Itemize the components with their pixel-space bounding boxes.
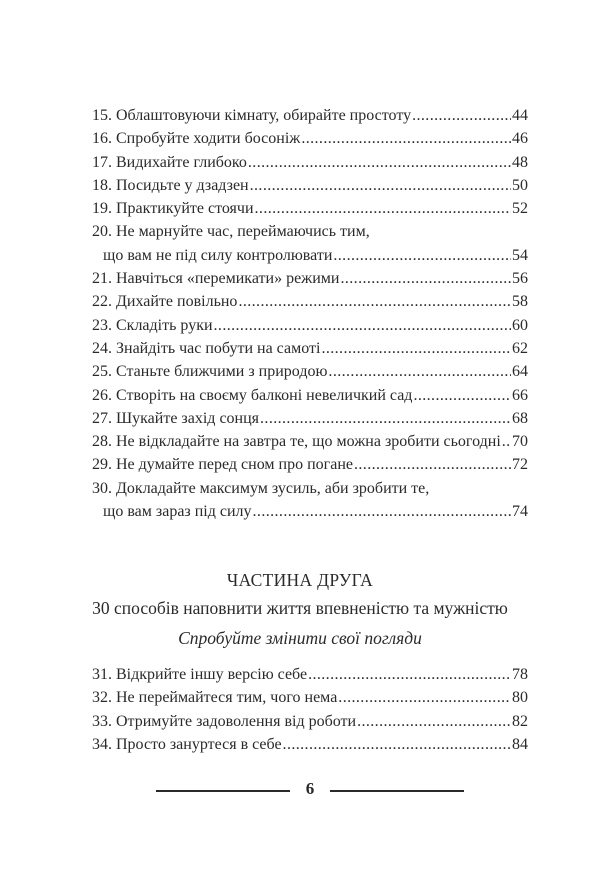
- toc-entry-title: 22. Дихайте повільно: [92, 293, 238, 311]
- toc-entry: [92, 197, 528, 220]
- toc-dot-leader: [412, 104, 511, 127]
- toc-entry-line: [92, 360, 528, 383]
- toc-entry-line: [92, 500, 528, 523]
- toc-entry-title: 16. Спробуйте ходити босоніж: [92, 130, 301, 148]
- toc-entry-line: [92, 733, 528, 756]
- toc-entry-page: 44: [512, 107, 528, 124]
- toc-dot-leader: [321, 337, 511, 360]
- toc-entry-title: 26. Створіть на своєму балконі невеличкий сад: [92, 386, 413, 404]
- toc-entry-page: 70: [512, 433, 528, 451]
- toc-entry-title: 21. Навчіться «перемикати» режими: [92, 270, 340, 288]
- toc-list-part-one: [92, 104, 528, 523]
- page-number: 6: [305, 779, 315, 798]
- toc-entry-title: 25. Станьте ближчими з природою: [92, 363, 328, 381]
- toc-dot-leader: [260, 407, 511, 430]
- toc-entry-title: 32. Не переймайтеся тим, чого нема: [92, 689, 338, 707]
- toc-entry-title: 34. Просто зануртеся в себе: [92, 735, 282, 753]
- toc-entry-page: 84: [512, 735, 528, 753]
- toc-list-part-two: [92, 663, 528, 756]
- toc-entry-title: 18. Посидьте у дзадзен: [92, 176, 249, 194]
- toc-entry-line: [92, 314, 528, 337]
- toc-entry-page: 66: [512, 386, 528, 404]
- toc-entry-title: 19. Практикуйте стоячи: [92, 200, 254, 218]
- toc-entry-title: 15. Облаштовуючи кімнату, обирайте простоту: [92, 107, 412, 124]
- toc-entry-title: 28. Не відкладайте на завтра те, що можна зробити сьогодні: [92, 433, 501, 451]
- toc-entry-title: 31. Відкрийте іншу версію себе: [92, 666, 308, 683]
- toc-entry: [92, 430, 528, 453]
- toc-entry: [92, 337, 528, 360]
- toc-entry-line: [92, 220, 528, 243]
- toc-entry-page: 56: [512, 270, 528, 288]
- toc-dot-leader: [328, 360, 511, 383]
- toc-entry-line: [92, 663, 528, 686]
- toc-entry-line: [92, 197, 528, 220]
- toc-entry-page: 74: [512, 503, 528, 521]
- toc-dot-leader: [354, 453, 511, 476]
- toc-entry: [92, 384, 528, 407]
- toc-entry: [92, 127, 528, 150]
- toc-entry-title: 17. Видихайте глибоко: [92, 153, 247, 171]
- toc-entry-title: 33. Отримуйте задоволення від роботи: [92, 712, 357, 730]
- toc-entry-line: [92, 174, 528, 197]
- toc-entry: [92, 360, 528, 383]
- toc-entry: [92, 733, 528, 756]
- toc-entry: [92, 663, 528, 686]
- toc-entry: [92, 104, 528, 127]
- toc-entry-line: [92, 477, 528, 500]
- toc-dot-leader: [301, 127, 511, 150]
- toc-entry-page: 68: [512, 409, 528, 427]
- toc-entry-line: [92, 267, 528, 290]
- toc-dot-leader: [308, 663, 511, 686]
- footer-rule-right: [330, 790, 464, 792]
- toc-entry: [92, 151, 528, 174]
- toc-entry-page: 48: [512, 153, 528, 171]
- part-subtitle: 30 способів наповнити життя впевненістю та мужністю: [92, 598, 508, 618]
- toc-dot-leader: [214, 314, 511, 337]
- toc-entry: [92, 407, 528, 430]
- toc-entry-page: 52: [512, 200, 528, 218]
- toc-entry-page: 62: [512, 339, 528, 357]
- toc-entry-page: 80: [512, 689, 528, 707]
- toc-entry: [92, 686, 528, 709]
- toc-dot-leader: [238, 290, 511, 313]
- toc-entry-line: [92, 407, 528, 430]
- toc-entry-title: 27. Шукайте захід сонця: [92, 409, 260, 427]
- footer-rule-left: [156, 790, 290, 792]
- toc-entry-line: [92, 127, 528, 150]
- toc-entry: [92, 314, 528, 337]
- toc-entry-line: [92, 244, 528, 267]
- toc-dot-leader: [283, 733, 511, 756]
- toc-entry-title: що вам не під силу контролювати: [103, 246, 333, 264]
- toc-entry-page: 82: [512, 712, 528, 730]
- page-footer: [0, 779, 600, 803]
- toc-dot-leader: [255, 197, 511, 220]
- toc-entry-line: [92, 710, 528, 733]
- toc-entry-title: 20. Не марнуйте час, переймаючись тим,: [92, 223, 370, 241]
- toc-entry: [92, 267, 528, 290]
- toc-entry: [92, 453, 528, 476]
- toc-entry: [92, 710, 528, 733]
- toc-entry-page: 54: [512, 246, 528, 264]
- toc-entry-title: 24. Знайдіть час побути на самоті: [92, 339, 321, 357]
- toc-dot-leader: [357, 710, 511, 733]
- toc-entry-line: [92, 337, 528, 360]
- toc-dot-leader: [413, 384, 511, 407]
- toc-entry-page: 60: [512, 316, 528, 334]
- toc-dot-leader: [338, 686, 511, 709]
- toc-entry-page: 64: [512, 363, 528, 381]
- toc-entry-page: 78: [512, 666, 528, 683]
- toc-dot-leader: [248, 151, 511, 174]
- toc-entry-page: 50: [512, 176, 528, 194]
- toc-entry-page: 58: [512, 293, 528, 311]
- toc-entry: [92, 477, 528, 524]
- toc-dot-leader: [340, 267, 511, 290]
- toc-entry-title: 23. Складіть руки: [92, 316, 213, 334]
- toc-dot-leader: [502, 430, 511, 453]
- toc-entry-line: [92, 290, 528, 313]
- toc-entry-line: [92, 686, 528, 709]
- toc-entry-page: 46: [512, 130, 528, 148]
- toc-dot-leader: [333, 244, 511, 267]
- toc-entry-line: [92, 384, 528, 407]
- toc-entry-page: 72: [512, 456, 528, 474]
- toc-entry-title: що вам зараз під силу: [103, 503, 252, 521]
- toc-dot-leader: [253, 500, 511, 523]
- toc-entry-line: [92, 430, 528, 453]
- toc-entry: [92, 220, 528, 267]
- toc-entry-line: [92, 104, 528, 127]
- toc-entry-title: 29. Не думайте перед сном про погане: [92, 456, 353, 474]
- toc-entry: [92, 290, 528, 313]
- part-heading: ЧАСТИНА ДРУГА: [226, 570, 374, 590]
- toc-entry-title: 30. Докладайте максимум зусиль, аби зробити те,: [92, 479, 430, 497]
- toc-entry: [92, 174, 528, 197]
- part-section-title: Спробуйте змінити свої погляди: [178, 628, 422, 648]
- toc-dot-leader: [250, 174, 511, 197]
- toc-entry-line: [92, 453, 528, 476]
- toc-entry-line: [92, 151, 528, 174]
